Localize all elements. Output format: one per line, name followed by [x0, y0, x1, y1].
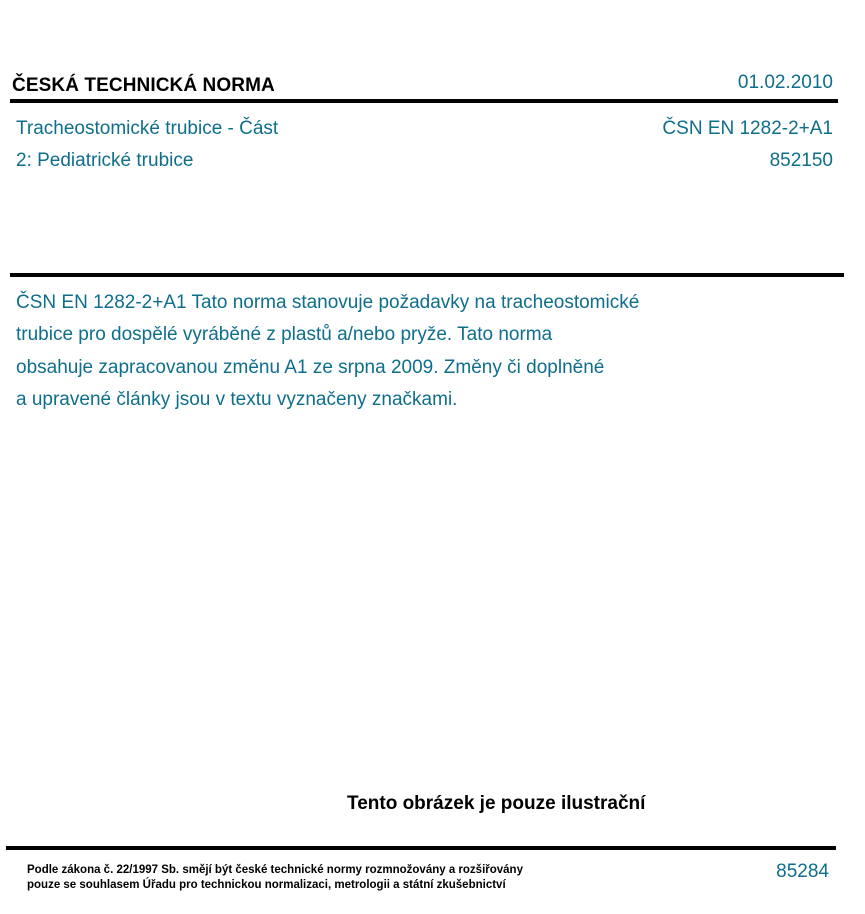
document-title: ČESKÁ TECHNICKÁ NORMA — [12, 75, 275, 96]
description-line: ČSN EN 1282-2+A1 Tato norma stanovuje požadavky na tracheostomické — [16, 292, 640, 313]
description-line: obsahuje zapracovanou změnu A1 ze srpna 2009. Změny či doplněné — [16, 357, 605, 378]
norm-title-line-2: 2: Pediatrické trubice — [16, 150, 194, 171]
description-line: trubice pro dospělé vyráběné z plastů a/nebo pryže. Tato norma — [16, 324, 553, 345]
norm-title-line-1: Tracheostomické trubice - Část — [16, 118, 279, 139]
legal-notice-line-1: Podle zákona č. 22/1997 Sb. smějí být české technické normy rozmnožovány a rozšiřovány — [27, 864, 523, 876]
top-divider — [10, 99, 838, 103]
legal-notice-line-2: pouze se souhlasem Úřadu pro technickou normalizaci, metrologii a státní zkušebnictví — [27, 879, 506, 891]
bottom-divider — [6, 846, 836, 850]
norm-code: ČSN EN 1282-2+A1 — [662, 118, 833, 139]
illustration-note: Tento obrázek je pouze ilustrační — [347, 793, 646, 814]
publication-date: 01.02.2010 — [737, 72, 833, 93]
norm-class-number: 852150 — [769, 150, 833, 171]
description-line: a upravené články jsou v textu vyznačeny značkami. — [16, 389, 458, 410]
middle-divider — [10, 273, 844, 277]
footer-code: 85284 — [776, 861, 829, 882]
